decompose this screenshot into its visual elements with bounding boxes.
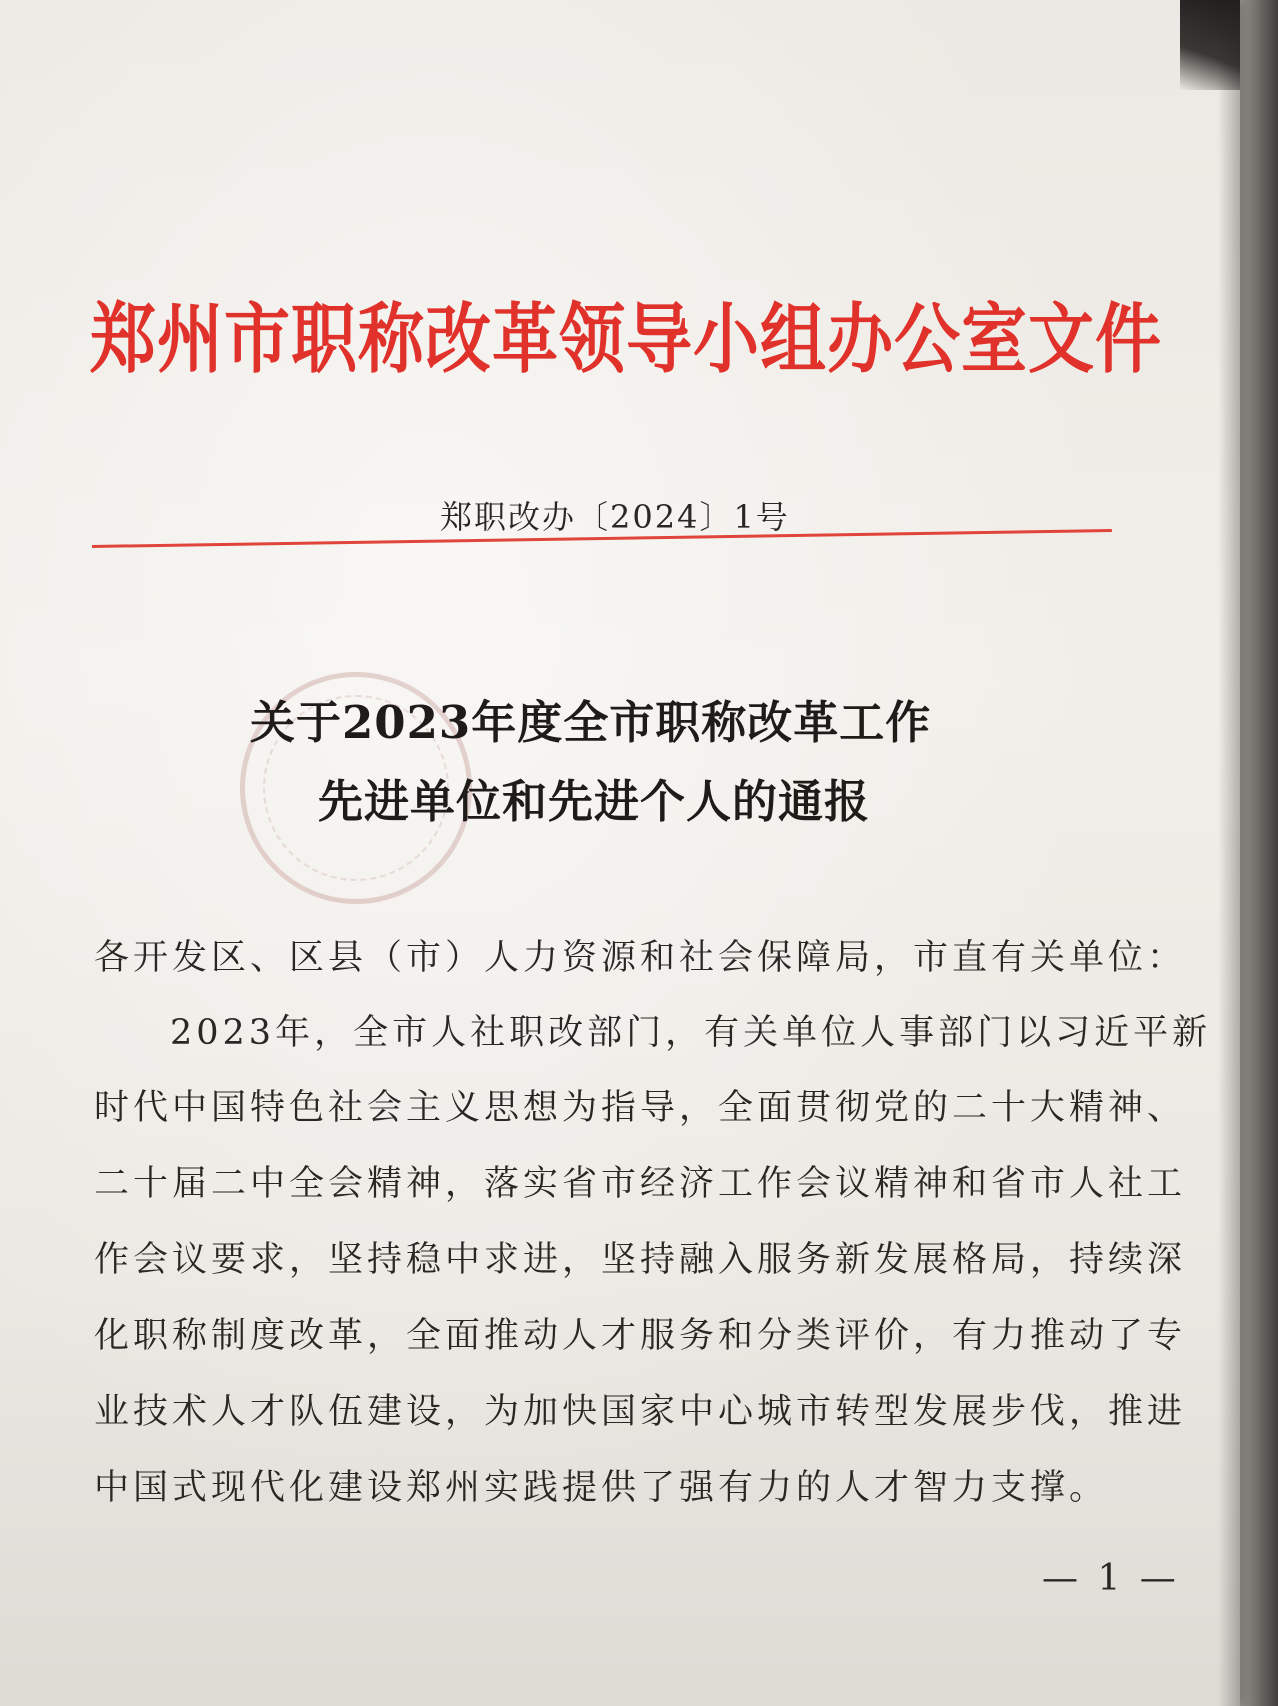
body-line: 化职称制度改革，全面推动人才服务和分类评价，有力推动了专 — [94, 1316, 1187, 1356]
body-line: 作会议要求，坚持稳中求进，坚持融入服务新发展格局，持续深 — [94, 1240, 1187, 1280]
body-line: 时代中国特色社会主义思想为指导，全面贯彻党的二十大精神、 — [94, 1088, 1187, 1128]
document-number: 郑职改办〔2024〕1号 — [440, 498, 790, 536]
photo-edge-shadow — [1218, 0, 1278, 1706]
body-line: 业技术人才队伍建设，为加快国家中心城市转型发展步伐，推进 — [94, 1392, 1187, 1432]
body-line: 中国式现代化建设郑州实践提供了强有力的人才智力支撑。 — [94, 1468, 1109, 1508]
body-line-addressee: 各开发区、区县（市）人力资源和社会保障局，市直有关单位： — [94, 938, 1187, 978]
body-line: 二十届二中全会精神，落实省市经济工作会议精神和省市人社工 — [94, 1164, 1187, 1204]
page-number: — 1 — — [1042, 1558, 1180, 1599]
issuer-header: 郑州市职称改革领导小组办公室文件 — [90, 294, 1162, 384]
notice-title-line-1: 关于2023年度全市职称改革工作 — [250, 696, 932, 749]
notice-title-line-2: 先进单位和先进个人的通报 — [318, 775, 871, 828]
body-line: 2023年，全市人社职改部门，有关单位人事部门以习近平新 — [170, 1013, 1212, 1053]
